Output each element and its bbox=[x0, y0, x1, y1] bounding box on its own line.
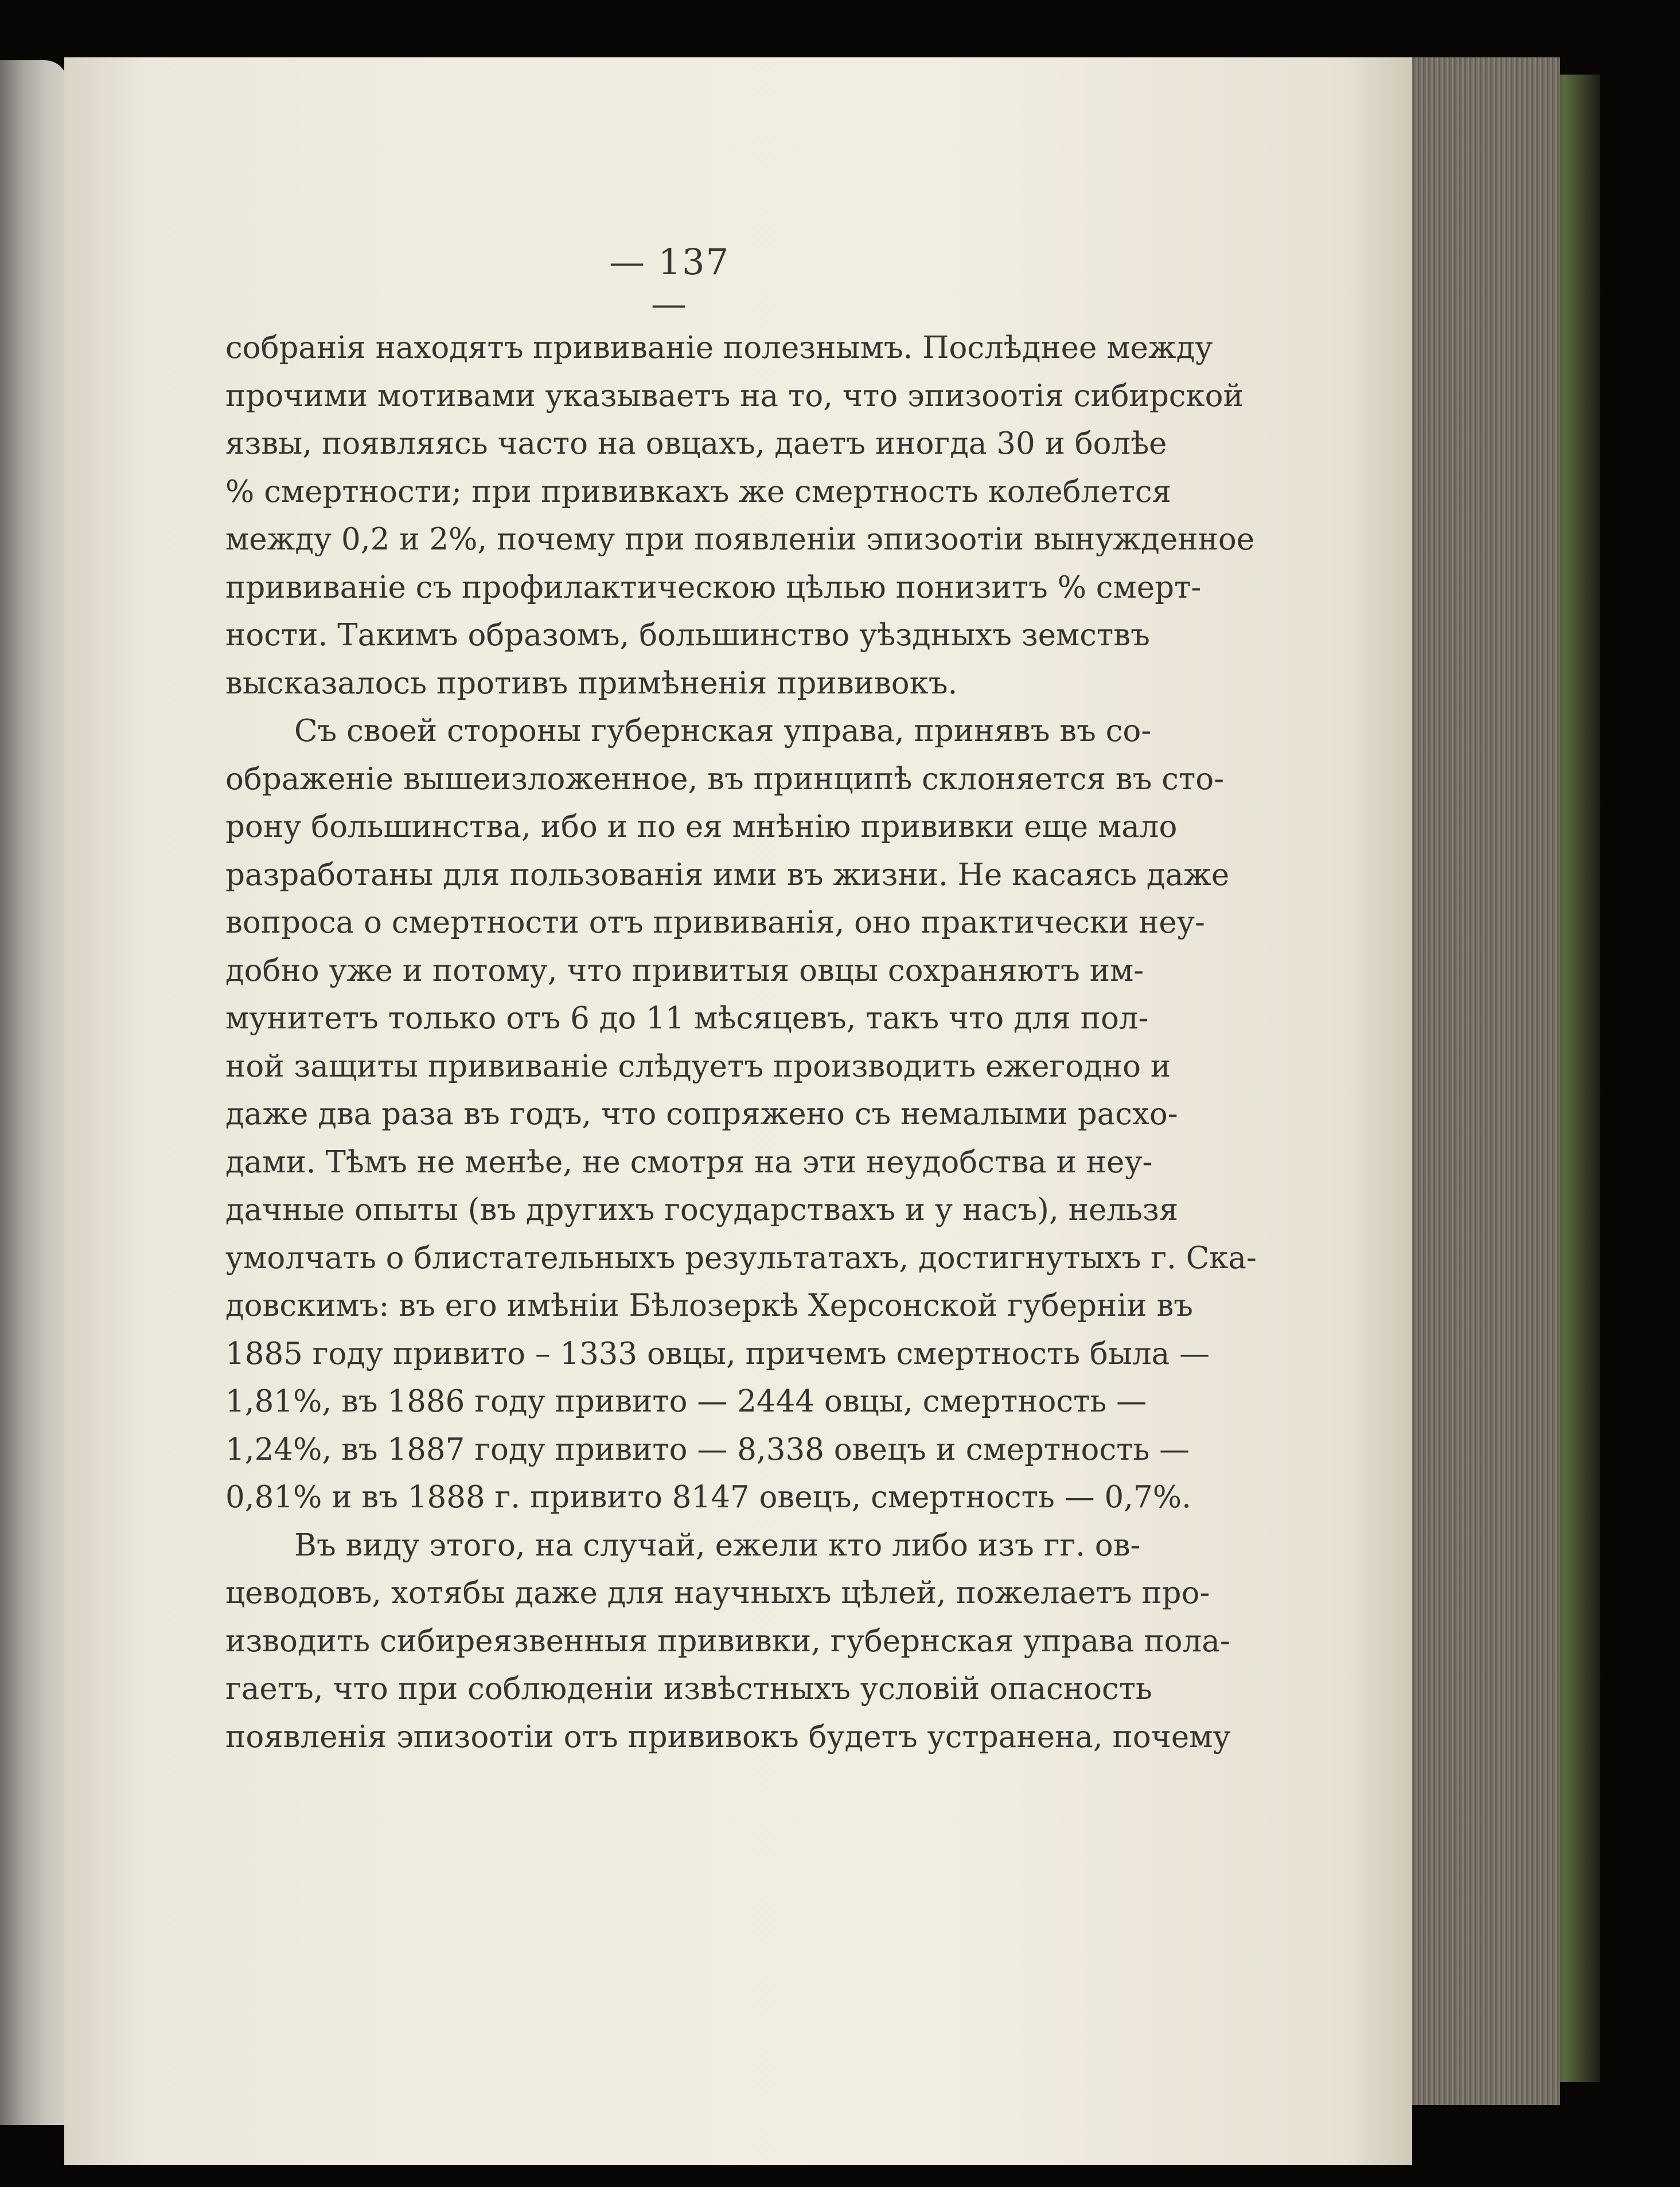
text-line: дами. Тѣмъ не менѣе, не смотря на эти неудобства и неу- bbox=[225, 1144, 1153, 1180]
text-line: высказалось противъ примѣненія прививокъ. bbox=[225, 665, 958, 701]
text-line: даже два раза въ годъ, что сопряжено съ немалыми расхо- bbox=[225, 1097, 1178, 1132]
text-line: ности. Такимъ образомъ, большинство уѣздныхъ земствъ bbox=[225, 618, 1150, 653]
text-line: Въ виду этого, на случай, ежели кто либо изъ гг. ов- bbox=[294, 1527, 1141, 1563]
text-line: язвы, появляясь часто на овцахъ, даетъ иногда 30 и болѣе bbox=[225, 426, 1167, 461]
text-line: добно уже и потому, что привитыя овцы сохраняютъ им- bbox=[225, 953, 1144, 988]
text-line: разработаны для пользованія ими въ жизни. Не касаясь даже bbox=[225, 857, 1230, 892]
text-line: ображеніе вышеизложенное, въ принципѣ склоняется въ сто- bbox=[225, 761, 1225, 797]
text-line: изводить сибиреязвенныя прививки, губернская управа пола- bbox=[225, 1623, 1230, 1659]
left-page-edge bbox=[0, 60, 68, 2125]
text-line: дачные опыты (въ другихъ государствахъ и у насъ), нельзя bbox=[225, 1192, 1179, 1227]
text-line: 1885 году привито – 1333 овцы, причемъ смертность была — bbox=[225, 1336, 1210, 1371]
text-line: прочими мотивами указываетъ на то, что эпизоотія сибирской bbox=[225, 378, 1244, 414]
page-number: — 137 — bbox=[609, 241, 730, 325]
text-line: 1,81%, въ 1886 году привито — 2444 овцы, смертность — bbox=[225, 1384, 1147, 1419]
text-line: гаетъ, что при соблюденіи извѣстныхъ условій опасность bbox=[225, 1671, 1152, 1706]
text-line: вопроса о смертности отъ прививанія, оно практически неу- bbox=[225, 905, 1205, 940]
text-line: появленія эпизоотіи отъ прививокъ будетъ устранена, почему bbox=[225, 1719, 1231, 1755]
page-text bbox=[225, 324, 1257, 1761]
text-line: 1,24%, въ 1887 году привито — 8,338 овецъ и смертность — bbox=[225, 1432, 1190, 1467]
text-line: мунитетъ только отъ 6 до 11 мѣсяцевъ, такъ что для пол- bbox=[225, 1001, 1149, 1036]
text-line: ной защиты прививаніе слѣдуетъ производить ежегодно и bbox=[225, 1048, 1171, 1084]
text-line: умолчать о блистательныхъ результатахъ, достигнутыхъ г. Ска- bbox=[225, 1240, 1257, 1276]
text-line: % смертности; при прививкахъ же смертность колеблется bbox=[225, 474, 1172, 509]
text-line: рону большинства, ибо и по ея мнѣнію прививки еще мало bbox=[225, 809, 1178, 844]
text-line: собранія находятъ прививаніе полезнымъ. Послѣднее между bbox=[225, 330, 1213, 365]
text-line: цеводовъ, хотябы даже для научныхъ цѣлей, пожелаетъ про- bbox=[225, 1576, 1210, 1611]
text-line: 0,81% и въ 1888 г. привито 8147 овецъ, смертность — 0,7%. bbox=[225, 1480, 1191, 1515]
text-line: между 0,2 и 2%, почему при появленіи эпизоотіи вынужденное bbox=[225, 522, 1255, 557]
text-line: Съ своей стороны губернская управа, принявъ въ со- bbox=[294, 714, 1152, 749]
book-fore-edge bbox=[1400, 57, 1560, 2105]
text-line: прививаніе съ профилактическою цѣлью понизитъ % смерт- bbox=[225, 570, 1202, 605]
text-line: довскимъ: въ его имѣніи Бѣлозеркѣ Херсонской губерніи въ bbox=[225, 1288, 1194, 1323]
